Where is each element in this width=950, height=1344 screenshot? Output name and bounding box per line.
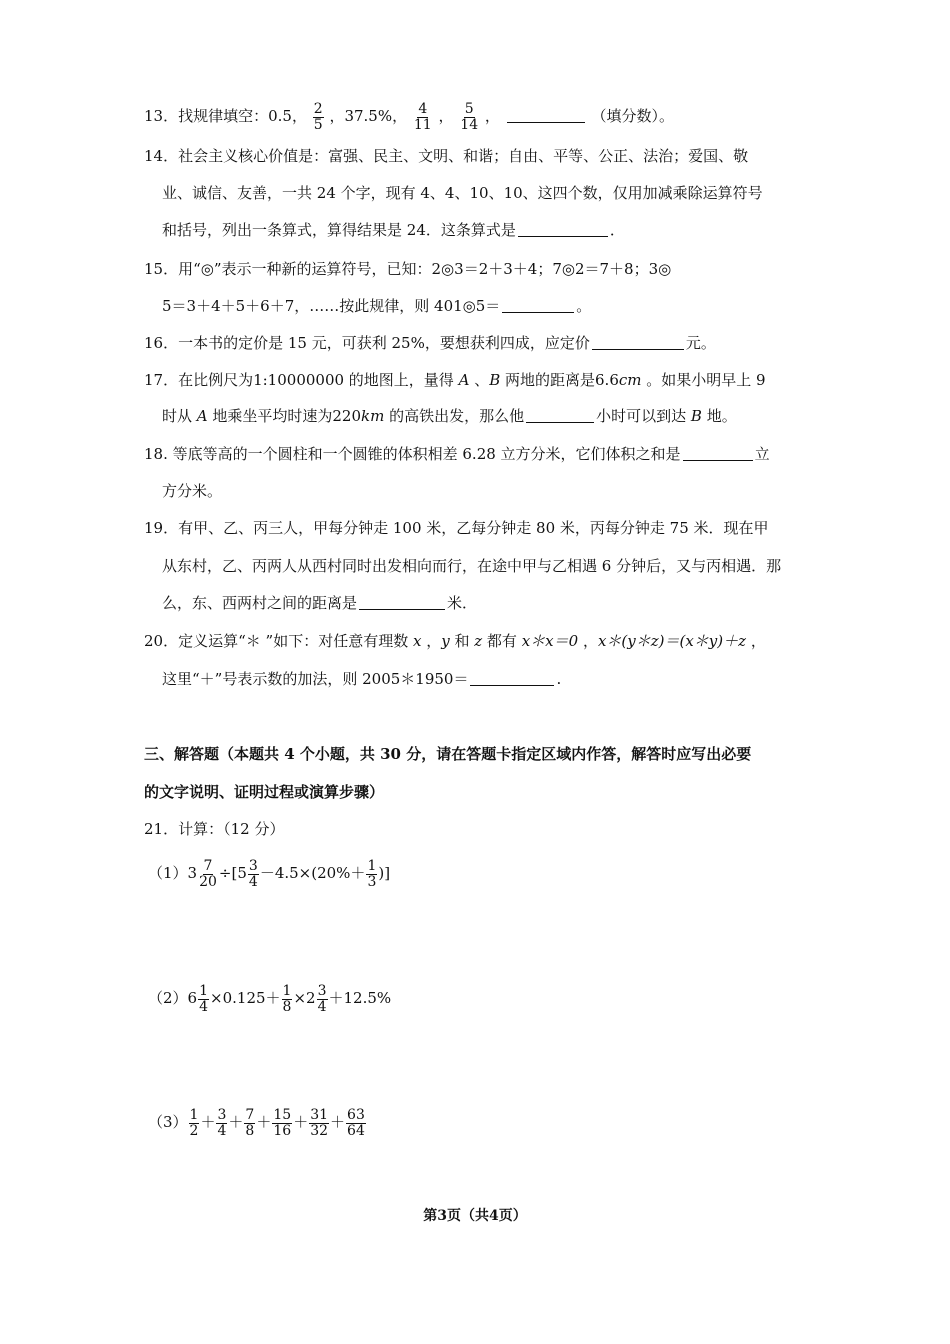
fraction: $\frac{5}{14}$ [460,100,479,133]
fraction: $\frac{3}{4}$ [317,982,327,1015]
answer-blank[interactable] [507,108,585,123]
answer-blank[interactable] [470,671,554,686]
answer-blank[interactable] [683,446,753,461]
fraction: $\frac{1}{4}$ [199,982,209,1015]
fraction: $\frac{1}{3}$ [367,857,377,890]
question-21-title: 21．计算：（12 分） [144,820,285,838]
question-13: 13．找规律填空：0.5， $\frac{2}{5}$ ，37.5%， $\frac{4}{11}$ ， $\frac{5}{14}$ ， （填分数）。 [144,100,674,133]
question-19-line-1: 19．有甲、乙、丙三人，甲每分钟走 100 米，乙每分钟走 80 米，丙每分钟走 75 米．现在甲 [144,519,769,537]
fraction: $\frac{15}{16}$ [273,1106,292,1139]
question-14-line-3: 和括号，列出一条算式，算得结果是 24．这条算式是 ． [162,221,625,239]
q21-part-1: （1）3 $\frac{7}{20}$ ÷[5 $\frac{3}{4}$ －4.5×(20%＋ $\frac{1}{3}$ )] [148,857,391,890]
fraction: $\frac{7}{8}$ [245,1106,255,1139]
fraction: $\frac{31}{32}$ [310,1106,329,1139]
fraction: $\frac{3}{4}$ [248,857,258,890]
question-15-line-2: 5＝3＋4＋5＋6＋7，……按此规律，则 401◎5＝ 。 [162,297,592,315]
fraction: $\frac{2}{5}$ [313,100,323,133]
question-19-line-3: 么，东、西两村之间的距离是 米． [162,594,478,612]
question-19-line-2: 从东村，乙、丙两人从西村同时出发相向而行，在途中甲与乙相遇 6 分钟后，又与丙相遇．那 [162,557,782,575]
fraction: $\frac{3}{4}$ [217,1106,227,1139]
fraction: $\frac{7}{20}$ [199,857,217,890]
question-18-line-2: 方分米。 [162,482,223,500]
fraction: $\frac{4}{11}$ [413,100,432,133]
q21-part-3: （3） $\frac{1}{2}$ ＋ $\frac{3}{4}$ ＋ $\frac{7}{8}$ ＋ $\frac{15}{16}$ ＋ $\frac{31}{32}$ ＋ $\frac{63}{64}$ [148,1106,365,1139]
fraction: $\frac{1}{2}$ [189,1106,199,1139]
page-footer: 第3页（共4页） [423,1208,527,1224]
answer-blank[interactable] [592,335,684,350]
q13-label: 13．找规律填空： [144,107,269,125]
question-16: 16．一本书的定价是 15 元，可获利 25%，要想获利四成，应定价 元。 [144,334,716,352]
question-20-line-1: 20．定义运算“＊ ”如下：对任意有理数 x ，y 和 z 都有 x＊x＝0 ，x＊(y＊z)＝(x＊y)＋z ， [144,632,766,650]
answer-blank[interactable] [518,222,608,237]
fraction: $\frac{1}{8}$ [282,982,292,1015]
answer-blank[interactable] [502,298,574,313]
section-3-heading: 三、解答题（本题共 4 个小题，共 30 分，请在答题卡指定区域内作答，解答时应写出必要 [144,745,752,763]
question-20-line-2: 这里“＋”号表示数的加法，则 2005＊1950＝ . [162,670,562,688]
question-18-line-1: 18. 等底等高的一个圆柱和一个圆锥的体积相差 6.28 立方分米，它们体积之和是 立 [144,445,770,463]
fraction: $\frac{63}{64}$ [347,1106,365,1139]
question-14-line-2: 业、诚信、友善，一共 24 个字，现有 4、4、10、10、这四个数，仅用加减乘除运算符号 [162,184,763,202]
question-15-line-1: 15．用“◎”表示一种新的运算符号，已知：2◎3＝2＋3＋4；7◎2＝7＋8；3◎ [144,260,672,278]
section-3-heading-2: 的文字说明、证明过程或演算步骤） [144,783,385,801]
answer-blank[interactable] [526,408,594,423]
question-14-line-1: 14．社会主义核心价值是：富强、民主、文明、和谐；自由、平等、公正、法治；爱国、敬 [144,147,749,165]
answer-blank[interactable] [359,595,445,610]
question-17-line-1: 17．在比例尺为1:10000000 的地图上，量得 A 、B 两地的距离是6.6cm 。如果小明早上 9 [144,371,766,389]
question-17-line-2: 时从 A 地乘坐平均时速为220km 的高铁出发，那么他 小时可以到达 B 地。 [162,407,737,425]
q21-part-2: （2）6 $\frac{1}{4}$ ×0.125＋ $\frac{1}{8}$ ×2 $\frac{3}{4}$ ＋12.5% [148,982,392,1015]
